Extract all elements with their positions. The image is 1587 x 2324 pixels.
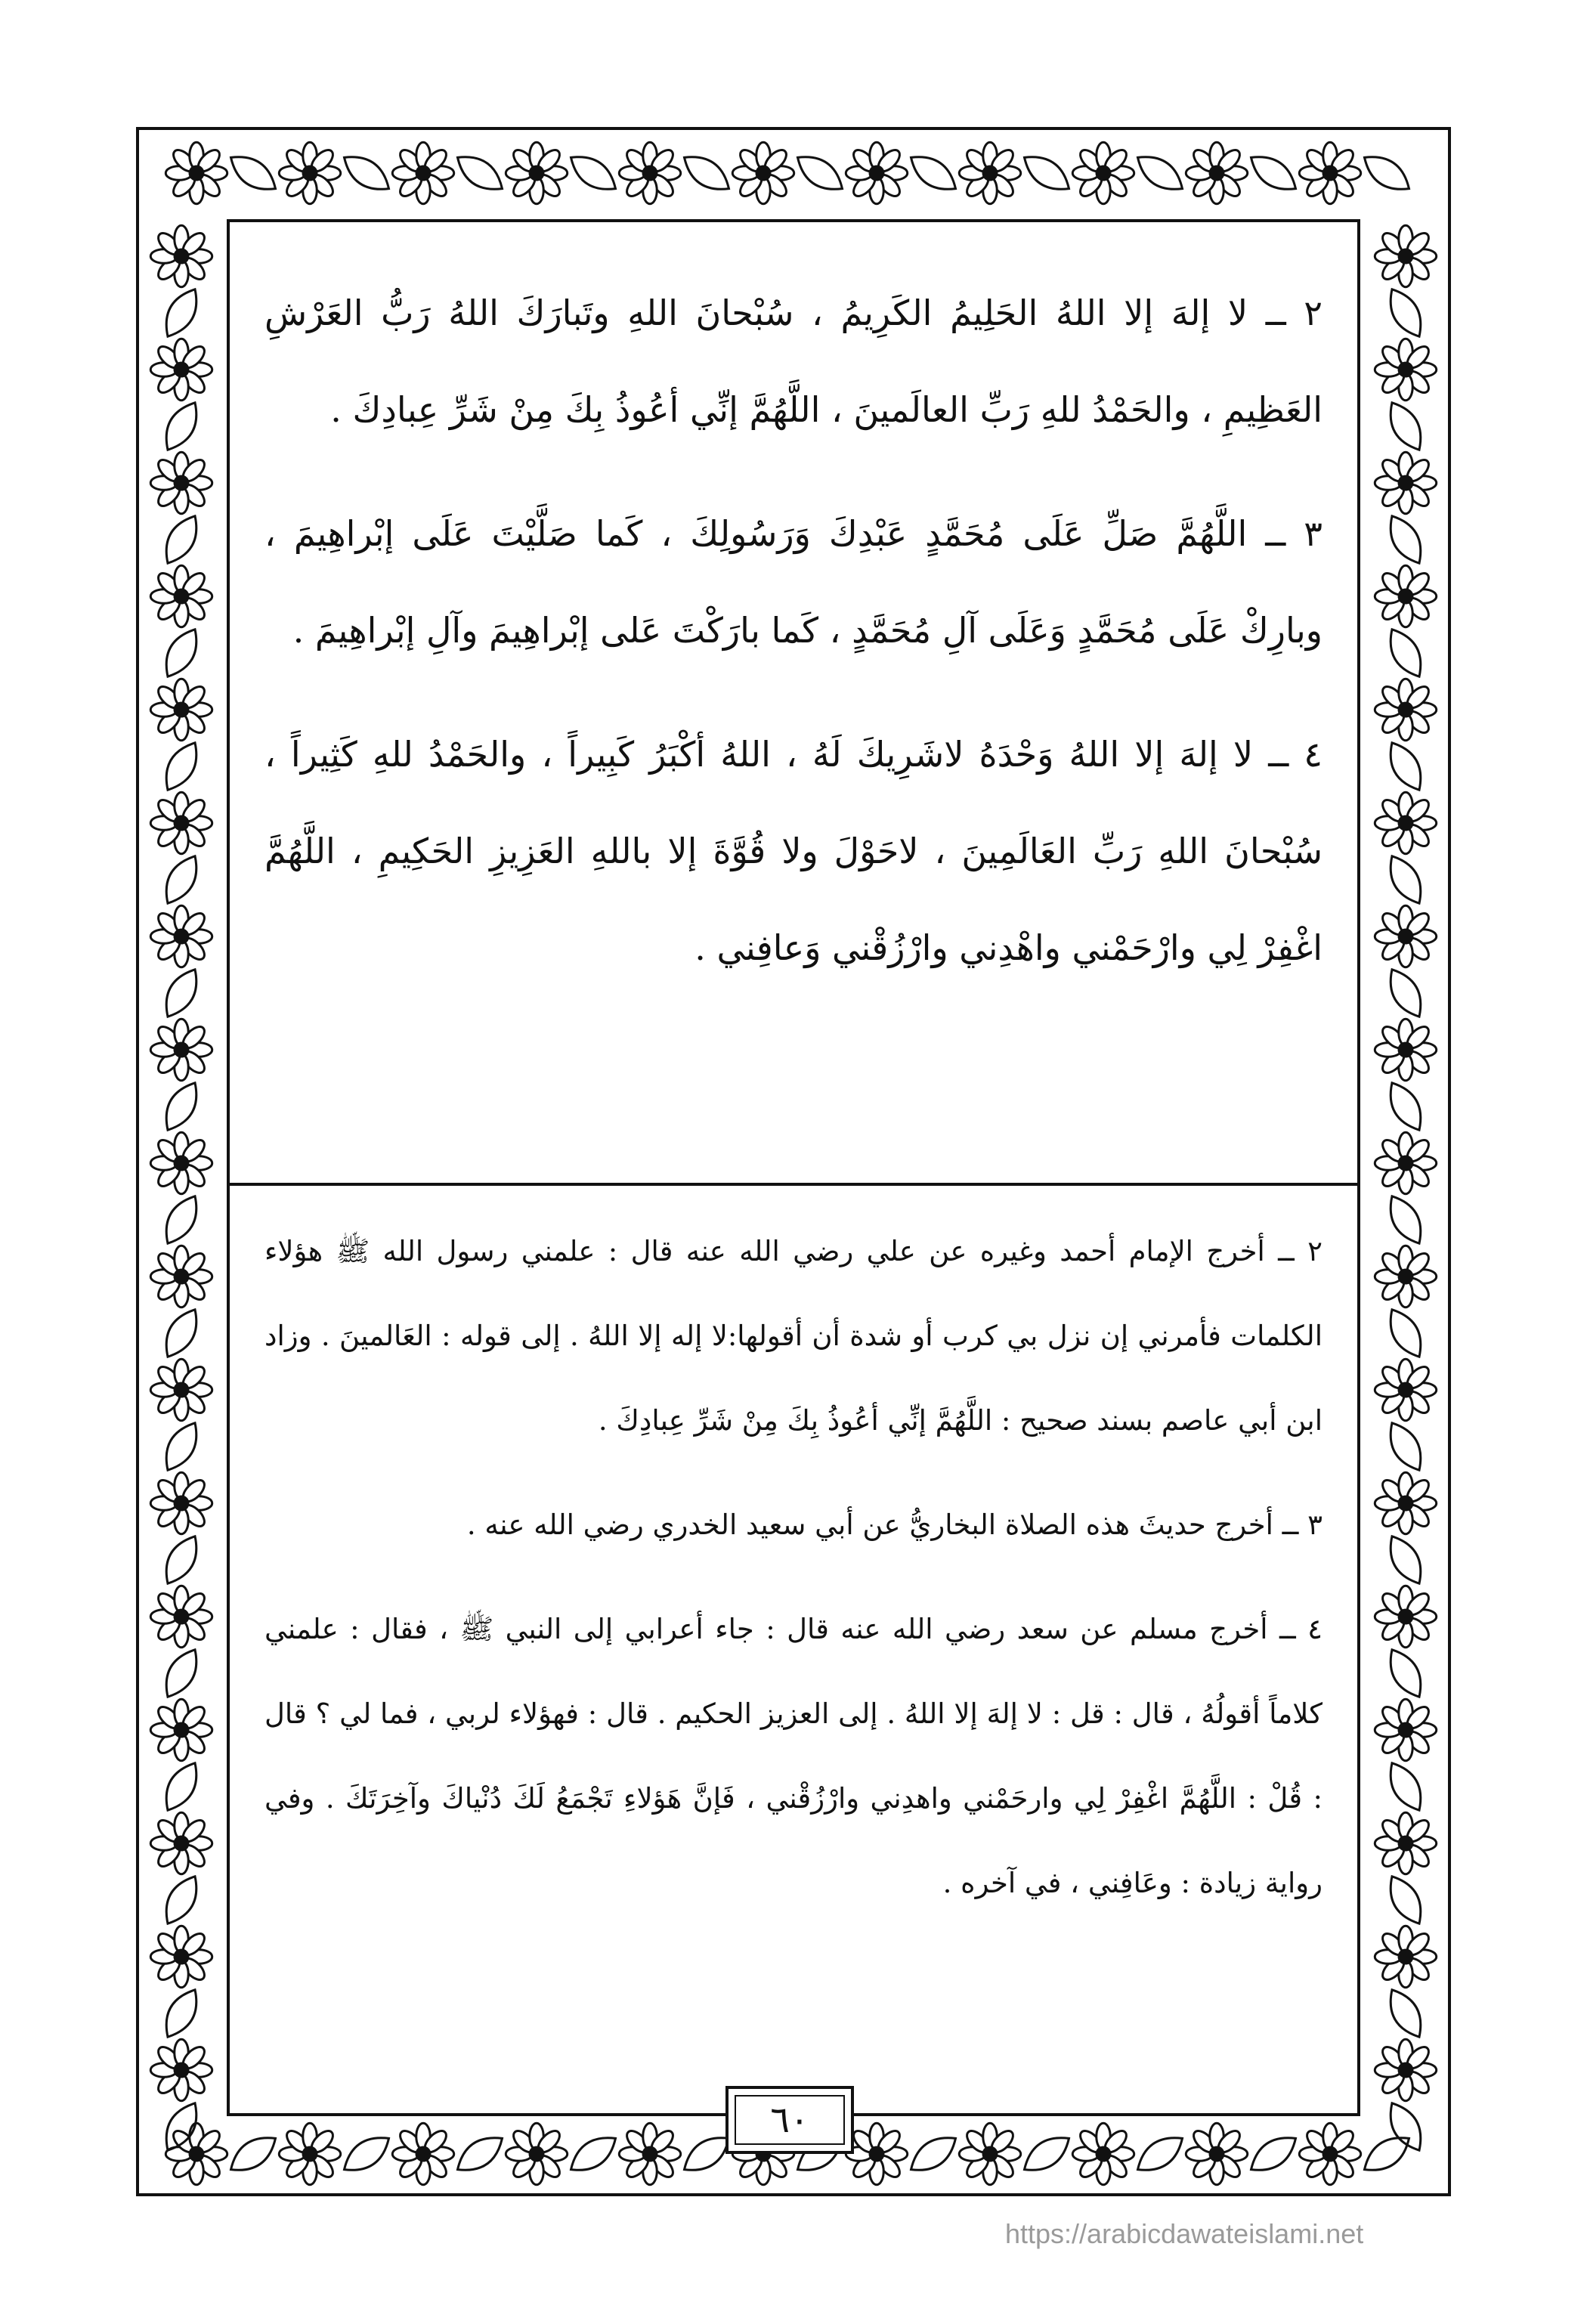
footnotes-block — [264, 1209, 1322, 1945]
page-number: ٦٠ — [770, 2099, 809, 2141]
main-text-block — [264, 265, 1322, 1023]
main-paragraph-3: ٣ ــ اللَّهُمَّ صَلِّ عَلَى مُحَمَّدٍ عَبْدِكَ وَرَسُولِكَ ، كَما صَلَّيْتَ عَلَى إبْراهِيمَ ، وبارِكْ عَلَى مُحَمَّدٍ وَعَلَى آلِ مُحَمَّدٍ ، كَما بارَكْتَ عَلى إبْراهِيمَ وآلِ إبْراهِيمَ . — [264, 513, 1322, 651]
footnote-2: ٢ ــ أخرج الإمام أحمد وغيره عن علي رضي الله عنه قال : علمني رسول الله ﷺ هؤلاء الكلمات فأمرني إن نزل بي كرب أو شدة أن أقولها:لا إله إلا اللهُ . إلى قوله : العَالمينَ . وزاد ابن أبي عاصم بسند صحيح : اللَّهُمَّ إنِّي أعُوذُ بِكَ مِنْ شَرِّ عِبادِكَ . — [264, 1235, 1322, 1437]
watermark-url: https://arabicdawateislami.net — [1005, 2218, 1364, 2249]
page-number-box — [725, 2086, 854, 2154]
footnote-3: ٣ ــ أخرج حديثَ هذه الصلاة البخاريُّ عن أبي سعيد الخدري رضي الله عنه . — [466, 1509, 1322, 1541]
section-divider — [227, 1183, 1360, 1186]
footnote-4: ٤ ــ أخرج مسلم عن سعد رضي الله عنه قال : جاء أعرابي إلى النبي ﷺ ، فقال : علمني كلاماً أقولُهُ ، قال : قل : لا إلهَ إلا اللهُ . إلى العزيز الحكيم . قال : فهؤلاء لربي ، فما لي ؟ قال : قُلْ : اللَّهُمَّ اغْفِرْ لِي وارحَمْني واهدِني وارْزُقْني ، فَإنَّ هَؤلاءِ تَجْمَعُ لَكَ دُنْياكَ وآخِرَتَكَ . وفي رواية زيادة : وعَافِني ، في آخره . — [264, 1613, 1322, 1899]
main-paragraph-2: ٢ ــ لا إلهَ إلا اللهُ الحَلِيمُ الكَرِيمُ ، سُبْحانَ اللهِ وتَبارَكَ اللهُ رَبُّ العَرْشِ العَظِيمِ ، والحَمْدُ للهِ رَبِّ العالَمينَ ، اللَّهُمَّ إنِّي أعُوذُ بِكَ مِنْ شَرِّ عِبادِكَ . — [264, 292, 1322, 430]
main-paragraph-4: ٤ ــ لا إلهَ إلا اللهُ وَحْدَهُ لاشَرِيكَ لَهُ ، اللهُ أكْبَرُ كَبِيراً ، والحَمْدُ للهِ كَثِيراً ، سُبْحانَ اللهِ رَبِّ العَالَمِينَ ، لاحَوْلَ ولا قُوَّةَ إلا باللهِ العَزِيزِ الحَكِيمِ ، اللَّهُمَّ اغْفِرْ لِي وارْحَمْني واهْدِني وارْزُقْني وَعافِني . — [264, 734, 1322, 968]
